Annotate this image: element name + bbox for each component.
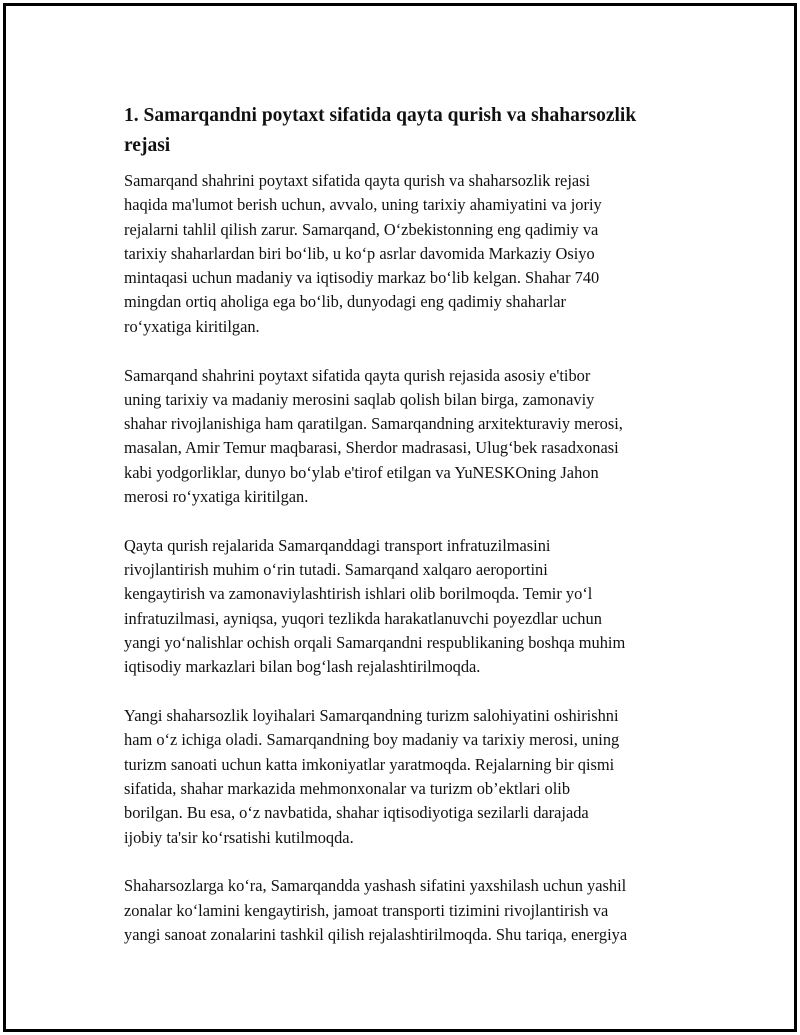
text-line: mintaqasi uchun madaniy va iqtisodiy markaz bo‘lib kelgan. Shahar 740 [124,268,600,288]
text-line: shahar rivojlanishiga ham qaratilgan. Samarqandning arxitekturaviy merosi, [124,414,623,434]
text-line: rivojlantirish muhim o‘rin tutadi. Samarqand xalqaro aeroportini [124,560,548,580]
paragraph-5 [124,874,696,947]
text-line: borilgan. Bu esa, o‘z navbatida, shahar iqtisodiyotiga sezilarli darajada [124,803,589,823]
text-line: rejalarni tahlil qilish zarur. Samarqand, O‘zbekistonning eng qadimiy va [124,219,599,239]
text-line: haqida ma'lumot berish uchun, avvalo, uning tarixiy ahamiyatini va joriy [124,195,602,215]
text-line: kengaytirish va zamonaviylashtirish ishlari olib borilmoqda. Temir yo‘l [124,584,593,604]
text-line: yangi sanoat zonalarini tashkil qilish rejalashtirilmoqda. Shu tariqa, energiya [124,925,628,945]
paragraph-4 [124,704,696,850]
text-line: yangi yo‘nalishlar ochish orqali Samarqandni respublikaning boshqa muhim [124,633,626,653]
paragraph-3 [124,534,696,680]
text-line: uning tarixiy va madaniy merosini saqlab qolish bilan birga, zamonaviy [124,389,595,409]
text-line: Yangi shaharsozlik loyihalari Samarqandning turizm salohiyatini oshirishni [124,706,619,726]
text-line: masalan, Amir Temur maqbarasi, Sherdor madrasasi, Ulug‘bek rasadxonasi [124,438,619,458]
text-line: infratuzilmasi, ayniqsa, yuqori tezlikda harakatlanuvchi poyezdlar uchun [124,608,602,628]
text-line: Samarqand shahrini poytaxt sifatida qayta qurish rejasida asosiy e'tibor [124,365,591,385]
text-line: kabi yodgorliklar, dunyo bo‘ylab e'tirof etilgan va YuNESKOning Jahon [124,462,599,482]
document-body [124,101,696,972]
heading-line: 1. Samarqandni poytaxt sifatida qayta qurish va shaharsozlik [124,105,637,126]
paragraph-1 [124,169,696,339]
text-line: mingdan ortiq aholiga ega bo‘lib, dunyodagi eng qadimiy shaharlar [124,292,566,312]
text-line: turizm sanoati uchun katta imkoniyatlar yaratmoqda. Rejalarning bir qismi [124,754,615,774]
text-line: Qayta qurish rejalarida Samarqanddagi transport infratuzilmasini [124,535,551,555]
text-line: ham o‘z ichiga oladi. Samarqandning boy madaniy va tarixiy merosi, uning [124,730,620,750]
text-line: merosi ro‘yxatiga kiritilgan. [124,487,309,507]
paragraph-2 [124,364,696,510]
heading-line: rejasi [124,135,171,156]
text-line: ro‘yxatiga kiritilgan. [124,316,260,336]
text-line: sifatida, shahar markazida mehmonxonalar va turizm ob’ektlari olib [124,779,571,799]
page-frame [3,3,797,1032]
text-line: ijobiy ta'sir ko‘rsatishi kutilmoqda. [124,827,354,847]
text-line: iqtisodiy markazlari bilan bog‘lash rejalashtirilmoqda. [124,657,481,677]
text-line: zonalar ko‘lamini kengaytirish, jamoat transporti tizimini rivojlantirish va [124,900,609,920]
text-line: tarixiy shaharlardan biri bo‘lib, u ko‘p asrlar davomida Markaziy Osiyo [124,243,595,263]
section-heading [124,101,696,161]
text-line: Samarqand shahrini poytaxt sifatida qayta qurish va shaharsozlik rejasi [124,171,591,190]
text-line: Shaharsozlarga ko‘ra, Samarqandda yashash sifatini yaxshilash uchun yashil [124,876,627,896]
